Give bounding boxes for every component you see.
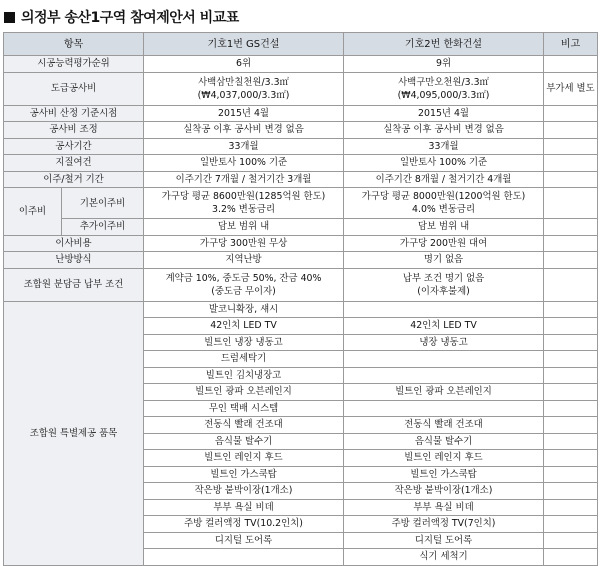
cell-a: 6위 xyxy=(144,56,344,73)
cell-b: 이주기간 8개월 / 철거기간 4개월 xyxy=(344,171,544,188)
cell-a: 2015년 4월 xyxy=(144,105,344,122)
cell-a xyxy=(144,188,344,219)
header-company-b: 기호2번 한화건설 xyxy=(344,33,544,56)
special-item-b: 디지털 도어록 xyxy=(344,532,544,549)
cell-note xyxy=(544,417,598,434)
cell-note xyxy=(544,450,598,467)
special-item-a: 무인 택배 시스템 xyxy=(144,400,344,417)
cell-b-line1: 사백구만오천원/3.3㎡ xyxy=(398,76,489,88)
cell-a: 가구당 300만원 무상 xyxy=(144,235,344,252)
cell-note xyxy=(544,171,598,188)
special-item-a: 음식물 탈수기 xyxy=(144,433,344,450)
row-soil xyxy=(4,155,598,172)
title-bullet-icon xyxy=(4,12,15,23)
cell-note xyxy=(544,268,598,301)
cell-note xyxy=(544,400,598,417)
header-item: 항목 xyxy=(4,33,144,56)
special-item-b: 주방 컬러액정 TV(7인치) xyxy=(344,516,544,533)
row-label: 지질여건 xyxy=(4,155,144,172)
special-item-a: 빌트인 가스쿡탑 xyxy=(144,466,344,483)
cell-b xyxy=(344,268,544,301)
cell-b: 33개월 xyxy=(344,138,544,155)
row-movecost xyxy=(4,235,598,252)
cell-a: 일반토사 100% 기준 xyxy=(144,155,344,172)
cell-b xyxy=(344,72,544,105)
special-item-b xyxy=(344,400,544,417)
special-item-row xyxy=(4,301,598,318)
special-item-b: 음식물 탈수기 xyxy=(344,433,544,450)
cell-b-line2: 4.0% 변동금리 xyxy=(412,204,476,215)
special-item-b: 빌트인 레인지 후드 xyxy=(344,450,544,467)
cell-b: 실착공 이후 공사비 변경 없음 xyxy=(344,122,544,139)
group-label-special-items: 조합원 특별제공 품목 xyxy=(4,301,144,565)
cell-b: 일반토사 100% 기준 xyxy=(344,155,544,172)
row-rank xyxy=(4,56,598,73)
cell-a: 담보 범위 내 xyxy=(144,219,344,236)
cell-note xyxy=(544,252,598,269)
row-label: 추가이주비 xyxy=(62,219,144,236)
row-label: 난방방식 xyxy=(4,252,144,269)
row-basic-relocation xyxy=(4,188,598,219)
cell-note xyxy=(544,188,598,219)
special-item-b xyxy=(344,367,544,384)
cell-note xyxy=(544,122,598,139)
cell-b-line1: 가구당 평균 8000만원(1200억원 한도) xyxy=(361,191,526,202)
cell-a: 실착공 이후 공사비 변경 없음 xyxy=(144,122,344,139)
cell-note xyxy=(544,499,598,516)
cell-note xyxy=(544,466,598,483)
special-item-a: 부부 욕실 비데 xyxy=(144,499,344,516)
special-item-b: 전동식 빨래 건조대 xyxy=(344,417,544,434)
special-item-b: 빌트인 광파 오븐레인지 xyxy=(344,384,544,401)
title-bar xyxy=(4,6,239,28)
row-label: 이사비용 xyxy=(4,235,144,252)
special-item-a: 디지털 도어록 xyxy=(144,532,344,549)
cell-b-line2: (₩4,095,000/3.3㎡) xyxy=(397,89,490,101)
cell-note: 부가세 별도 xyxy=(544,72,598,105)
cell-b: 명기 없음 xyxy=(344,252,544,269)
cell-note xyxy=(544,105,598,122)
row-label: 공사비 산정 기준시점 xyxy=(4,105,144,122)
special-item-b: 부부 욕실 비데 xyxy=(344,499,544,516)
cell-note xyxy=(544,56,598,73)
header-company-a: 기호1번 GS건설 xyxy=(144,33,344,56)
cell-note xyxy=(544,483,598,500)
special-item-a: 빌트인 김치냉장고 xyxy=(144,367,344,384)
special-item-a: 발코니확장, 섀시 xyxy=(144,301,344,318)
row-adjust xyxy=(4,122,598,139)
cell-b: 담보 범위 내 xyxy=(344,219,544,236)
cell-note xyxy=(544,318,598,335)
cell-b-line1: 납부 조건 명기 없음 xyxy=(402,272,485,284)
cell-a-line2: (₩4,037,000/3.3㎡) xyxy=(197,89,290,101)
special-item-b: 42인치 LED TV xyxy=(344,318,544,335)
cell-note xyxy=(544,532,598,549)
row-label: 시공능력평가순위 xyxy=(4,56,144,73)
cell-note xyxy=(544,367,598,384)
special-item-b: 식기 세척기 xyxy=(344,549,544,566)
row-label: 기본이주비 xyxy=(62,188,144,219)
special-item-a: 드럼세탁기 xyxy=(144,351,344,368)
cell-note xyxy=(544,433,598,450)
cell-note xyxy=(544,219,598,236)
row-label: 공사기간 xyxy=(4,138,144,155)
special-item-a: 빌트인 레인지 후드 xyxy=(144,450,344,467)
row-label: 조합원 분담금 납부 조건 xyxy=(4,268,144,301)
special-item-b: 냉장 냉동고 xyxy=(344,334,544,351)
row-cost xyxy=(4,72,598,105)
page-title: 의정부 송산1구역 참여제안서 비교표 xyxy=(21,10,239,26)
cell-a xyxy=(144,72,344,105)
cell-a-line1: 가구당 평균 8600만원(1285억원 한도) xyxy=(161,191,326,202)
special-item-a: 주방 컬러액정 TV(10.2인치) xyxy=(144,516,344,533)
special-item-a xyxy=(144,549,344,566)
cell-note xyxy=(544,155,598,172)
row-label: 도급공사비 xyxy=(4,72,144,105)
special-item-a: 작은방 붙박이장(1개소) xyxy=(144,483,344,500)
special-item-a: 전동식 빨래 건조대 xyxy=(144,417,344,434)
cell-a-line2: 3.2% 변동금리 xyxy=(212,204,276,215)
row-payment xyxy=(4,268,598,301)
cell-note xyxy=(544,301,598,318)
cell-note xyxy=(544,516,598,533)
cell-note xyxy=(544,351,598,368)
comparison-table xyxy=(3,32,598,566)
cell-a-line2: (중도금 무이자) xyxy=(211,285,276,297)
special-item-b: 빌트인 가스쿡탑 xyxy=(344,466,544,483)
row-extra-relocation xyxy=(4,219,598,236)
cell-note xyxy=(544,384,598,401)
special-item-b: 작은방 붙박이장(1개소) xyxy=(344,483,544,500)
special-item-b xyxy=(344,301,544,318)
cell-a-line1: 사백삼만칠천원/3.3㎡ xyxy=(198,76,289,88)
cell-b xyxy=(344,188,544,219)
special-item-b xyxy=(344,351,544,368)
cell-note xyxy=(544,334,598,351)
row-label: 공사비 조정 xyxy=(4,122,144,139)
cell-note xyxy=(544,235,598,252)
row-label: 이주/철거 기간 xyxy=(4,171,144,188)
cell-note xyxy=(544,549,598,566)
special-item-a: 빌트인 광파 오븐레인지 xyxy=(144,384,344,401)
row-heating xyxy=(4,252,598,269)
row-period xyxy=(4,138,598,155)
cell-b: 2015년 4월 xyxy=(344,105,544,122)
cell-note xyxy=(544,138,598,155)
cell-a-line1: 계약금 10%, 중도금 50%, 잔금 40% xyxy=(165,272,322,284)
row-basis xyxy=(4,105,598,122)
cell-a: 33개월 xyxy=(144,138,344,155)
group-label-relocation: 이주비 xyxy=(4,188,62,236)
cell-a xyxy=(144,268,344,301)
special-item-a: 빌트인 냉장 냉동고 xyxy=(144,334,344,351)
cell-b: 가구당 200만원 대여 xyxy=(344,235,544,252)
cell-b: 9위 xyxy=(344,56,544,73)
row-move xyxy=(4,171,598,188)
cell-a: 지역난방 xyxy=(144,252,344,269)
header-note: 비고 xyxy=(544,33,598,56)
cell-b-line2: (이자후불제) xyxy=(417,285,470,297)
special-item-a: 42인치 LED TV xyxy=(144,318,344,335)
cell-a: 이주기간 7개월 / 철거기간 3개월 xyxy=(144,171,344,188)
